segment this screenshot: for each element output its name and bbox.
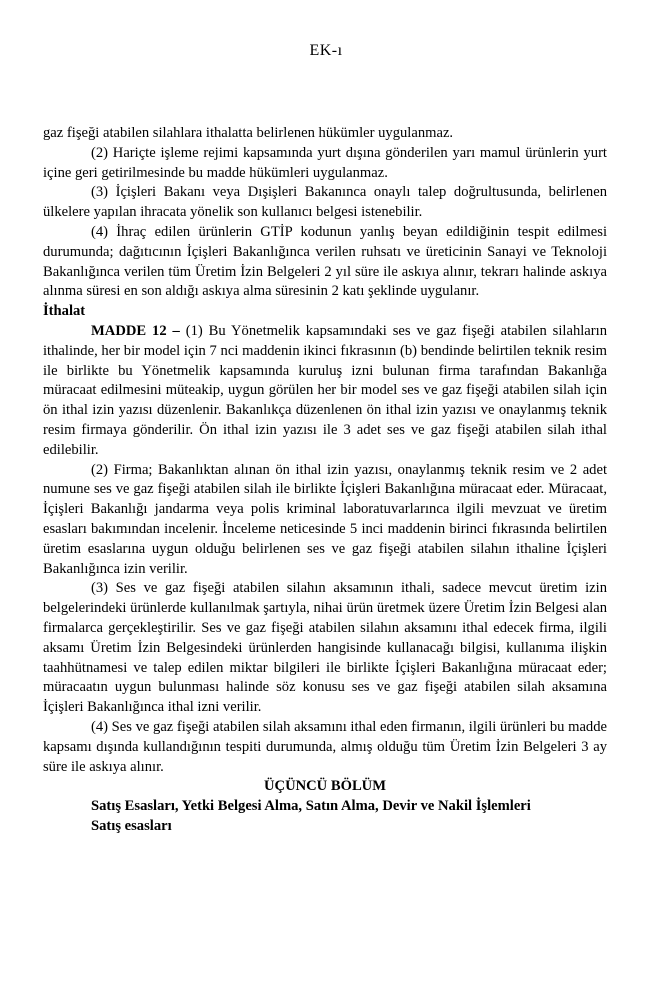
section-title: ÜÇÜNCÜ BÖLÜM: [263, 778, 387, 795]
paragraph-article-12-3: (3) Ses ve gaz fişeği atabilen silahın aksamının ithali, sadece mevcut üretim izin belgelerindeki ürünlerde kullanılmak şartıyla, nihai ürün üretmek üzere Üretim İzin Belgesi alan firmalarca gerçekleştirilir. Ses ve gaz fişeği atabilen silahın aksamını ithal edecek firma, ilgili aksamı Üretim İzin Belgesindeki ürünlerden hangisinde kullanacağı bilgisi, kullanıma ilişkin taahhütnamesi ve talep edilen miktar bilgileri ile birlikte İçişleri Bakanlığına müracaat eder; müracaatın uygun bulunması halinde söz konusu ses ve gaz fişeği atabilen silah aksamına İçişleri Bakanlığınca ithal izni verilir.: [43, 580, 607, 716]
paragraph-article-12-2: (2) Firma; Bakanlıktan alınan ön ithal izin yazısı, onaylanmış teknik resim ve 2 adet numune ses ve gaz fişeği atabilen silah ile birlikte İçişleri Bakanlığına müracaat eder. Müracaat, İçişleri Bakanlığı jandarma veya polis kriminal laboratuvarlarınca ilgili mevzuat ve üretim esasları bakımından incelenir. İnceleme neticesinde 5 inci maddenin birinci fıkrasında belirtilen üretim esaslarına uygun olduğu belirlenen ses ve gaz fişeği atabilen silahın ithaline İçişleri Bakanlığınca izin verilir.: [43, 461, 607, 577]
paragraph-continuation: gaz fişeği atabilen silahlara ithalatta belirlenen hükümler uygulanmaz.: [43, 125, 454, 141]
heading-ithalat: İthalat: [43, 303, 86, 320]
paragraph-article-11-4: (4) İhraç edilen ürünlerin GTİP kodunun yanlış beyan edildiğinin tespit edilmesi durumunda; dağıtıcının İçişleri Bakanlığınca verilen ruhsatı ve üreticinin Sanayi ve Teknoloji Bakanlığınca verilen tüm Üretim İzin Belgeleri 2 yıl süre ile askıya alınır, tekrarı halinde askıya alınma süresi en son aldığı askıya alma süresinin 2 katı şeklinde uygulanır.: [43, 223, 607, 300]
paragraph-article-11-3: (3) İçişleri Bakanı veya Dışişleri Bakanınca onaylı talep doğrultusunda, belirlenen ülkelere yapılan ihracata yönelik son kullanıcı belgesi istenebilir.: [43, 184, 607, 221]
paragraph-article-12-4: (4) Ses ve gaz fişeği atabilen silah aksamını ithal eden firmanın, ilgili ürünleri bu madde kapsamı dışında kullandığının tespiti durumunda, almış olduğu tüm Üretim İzin Belgeleri 3 ay süre ile askıya alınır.: [43, 718, 607, 775]
subheading-satis-esaslari: Satış esasları: [91, 817, 172, 834]
section-subtitle: Satış Esasları, Yetki Belgesi Alma, Satın Alma, Devir ve Nakil İşlemleri: [91, 798, 531, 815]
document-body: [43, 124, 607, 837]
paragraph-article-12-1: [43, 322, 607, 461]
page-header-label: EK-ı: [309, 42, 343, 59]
paragraph-article-11-2: (2) Hariçte işleme rejimi kapsamında yurt dışına gönderilen yarı mamul ürünlerin yurt içine geri getirilmesinde bu madde hükümleri uygulanmaz.: [43, 144, 607, 181]
article-12-label: MADDE 12 –: [91, 322, 180, 339]
article-12-text: (1) Bu Yönetmelik kapsamındaki ses ve gaz fişeği atabilen silahların ithalinde, her bir model için 7 nci maddenin ikinci fıkrasının (b) bendinde belirtilen teknik resim ile birlikte bu Yönetmelik kapsamında kuruluş izni bulunan firma tarafından Bakanlığa müracaat edilmesini müteakip, uygun görülen her bir model ses ve gaz fişeği atabilen silah için ön ithal izin yazısı düzenlenir. Bakanlıkça düzenlenen ön ithal izin yazısı ve onaylanmış teknik resim firmaya gönderilir. Ön ithal izin yazısı ile 3 adet ses ve gaz fişeği atabilen silah ithal edilebilir.: [43, 322, 607, 458]
